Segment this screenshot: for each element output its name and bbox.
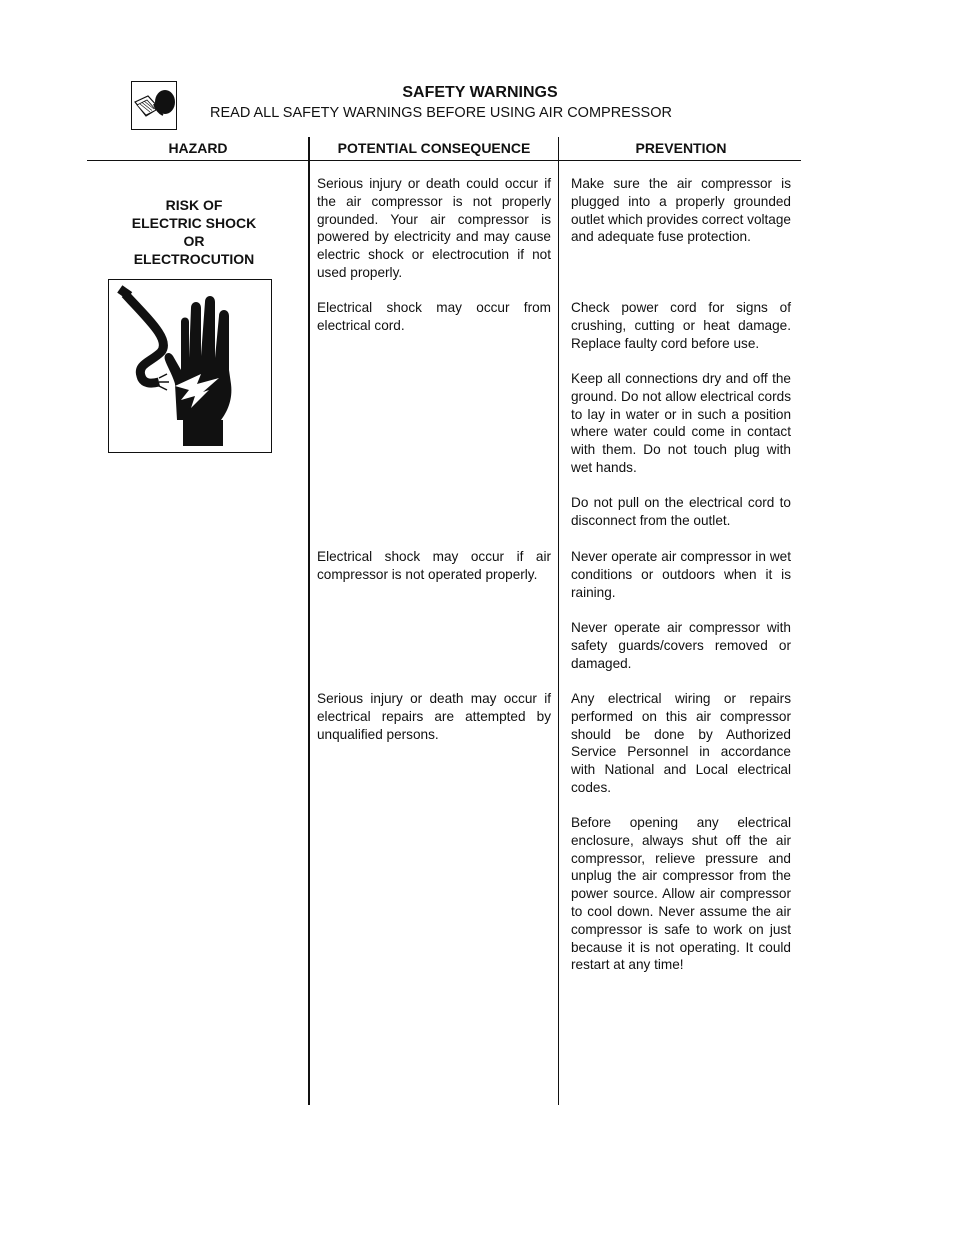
column-header-consequence: POTENTIAL CONSEQUENCE [337,140,531,156]
electric-shock-hand-icon [108,279,272,453]
prevention-text: Check power cord for signs of crushing, cutting or heat damage. Replace faulty cord before use. [571,300,791,351]
consequence-text: Serious injury or death could occur if the air compressor is not properly grounded. Your air compressor is powered by electricity and may cause electric shock or electrocution if not used properly. [317,176,551,280]
hazard-name: RISK OF ELECTRIC SHOCK OR ELECTROCUTION [131,197,257,267]
prevention-text: Make sure the air compressor is plugged into a properly grounded outlet which provides correct voltage and adequate fuse protection. [571,176,791,245]
prevention-text: Keep all connections dry and off the ground. Do not allow electrical cords to lay in water or in such a position where water could come in contact with them. Do not touch plug with wet hands. [571,371,791,475]
consequence-text: Electrical shock may occur from electrical cord. [317,300,551,333]
column-divider [558,137,559,1105]
column-header-hazard: HAZARD [168,140,228,156]
prevention-text: Do not pull on the electrical cord to disconnect from the outlet. [571,495,791,528]
prevention-text: Never operate air compressor with safety guards/covers removed or damaged. [571,620,791,671]
prevention-text: Any electrical wiring or repairs performed on this air compressor should be done by Authorized Service Personnel in accordance with National and Local electrical codes. [571,691,791,795]
column-header-prevention: PREVENTION [635,140,727,156]
column-divider [308,137,310,1105]
header-rule [87,160,801,161]
prevention-text: Before opening any electrical enclosure, always shut off the air compressor, relieve pressure and unplug the air compressor from the power source. Allow air compressor to cool down. Never assume the air compressor is safe to work on just because it is not operating. It could restart at any time! [571,815,791,973]
consequence-text: Serious injury or death may occur if electrical repairs are attempted by unqualified persons. [317,691,551,742]
page-title: SAFETY WARNINGS [402,84,558,101]
page-subtitle: READ ALL SAFETY WARNINGS BEFORE USING AIR COMPRESSOR [210,105,672,121]
consequence-text: Electrical shock may occur if air compressor is not operated properly. [317,549,551,582]
prevention-text: Never operate air compressor in wet conditions or outdoors when it is raining. [571,549,791,600]
